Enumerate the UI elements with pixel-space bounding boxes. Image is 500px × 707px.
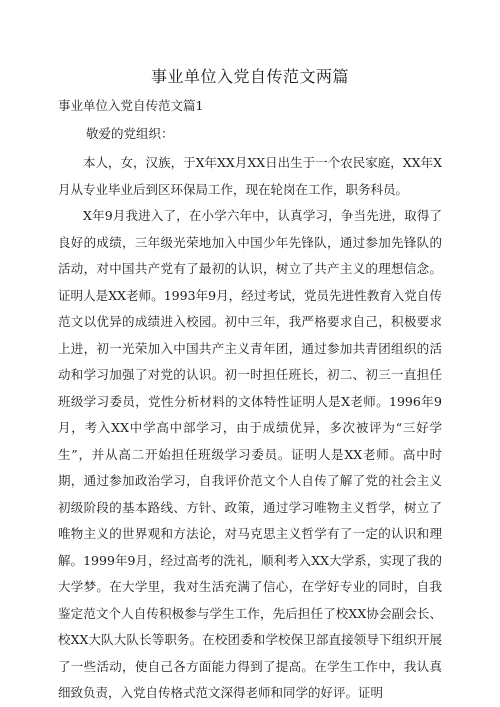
section-title: 事业单位入党自传范文篇1 [58, 98, 204, 113]
paragraph: X年9月我进入了，在小学六年中，认真学习，争当先进，取得了良好的成绩，三年级光荣地加入中国少年先锋队，通过参加先锋队的活动，对中国共产党有了最初的认识，树立了共产主义的理想信念。证明人是XX老师。1993年9月，经过考试，党员先进性教育入党自传范文以优异的成绩进入校园。初中三年，我严格要求自己，积极要求上进，初一光荣加入中国共产主义青年团，通过参加共青团组织的活动和学习加强了对党的认识。初一时担任班长，初二、初三一直担任班级学习委员，党性分析材料的文体特性证明人是X老师。1996年9月，考入XX中学高中部学习，由于成绩优异，多次被评为“三好学生”，并从高二开始担任班级学习委员。证明人是XX老师。高中时期，通过参加政治学习，自我评价范文个人自传了解了党的社会主义初级阶段的基本路线、方针、政策，通过学习唯物主义哲学，树立了唯物主义的世界观和方法论，对马克思主义哲学有了一定的认识和理解。1999年9月，经过高考的洗礼，顺利考入XX大学系，实现了我的大学梦。在大学里，我对生活充满了信心，在学好专业的同时，自我鉴定范文个人自传积极参与学生工作，先后担任了校XX协会副会长、校XX大队大队长等职务。在校团委和学校保卫部直接领导下组织开展了一些活动，使自己各方面能力得到了提高。在学生工作中，我认真细致负责，入党自传格式范文深得老师和同学的好评。证明 [58, 208, 442, 700]
paragraph: 本人，女，汉族，于X年XX月XX日出生于一个农民家庭，XX年X月从专业毕业后到区环保局工作，现在轮岗在工作，职务科员。 [58, 155, 442, 197]
document-body [58, 150, 442, 707]
document-title: 事业单位入党自传范文两篇 [150, 67, 349, 86]
salutation: 敬爱的党组织： [86, 126, 174, 141]
